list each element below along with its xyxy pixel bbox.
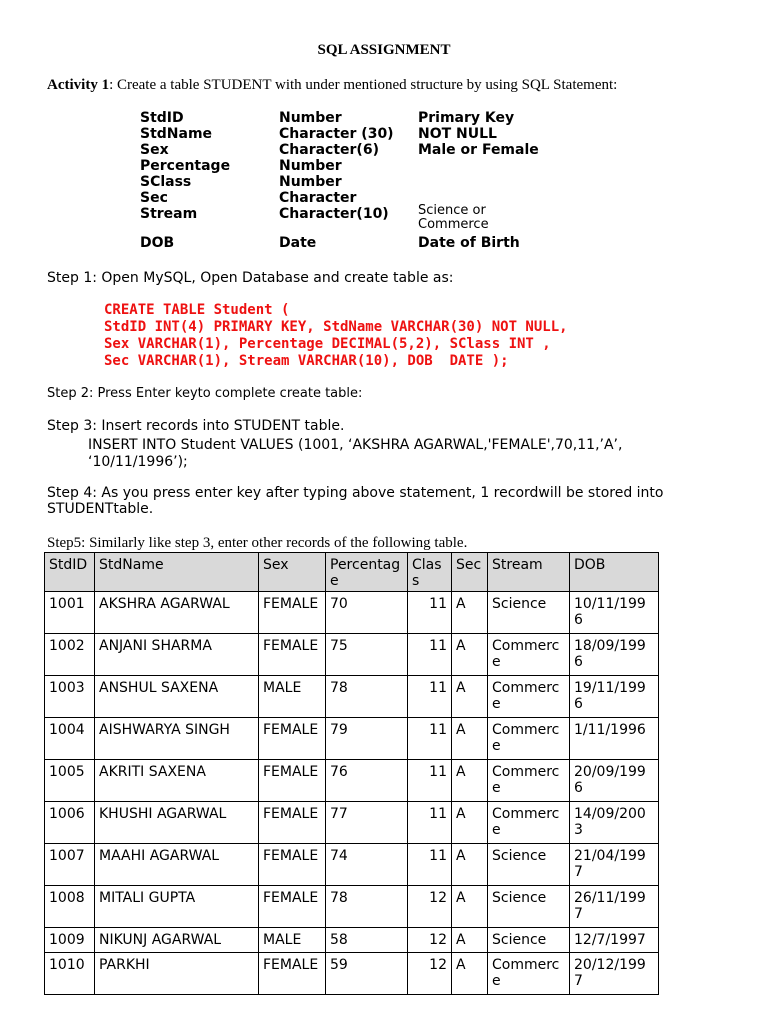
column-header: Sex <box>259 553 326 592</box>
table-cell: NIKUNJ AGARWAL <box>95 928 259 953</box>
structure-type: Number <box>279 174 342 190</box>
table-cell: AISHWARYA SINGH <box>95 718 259 760</box>
table-cell: FEMALE <box>259 718 326 760</box>
table-cell: 1009 <box>45 928 95 953</box>
structure-field: StdName <box>140 126 213 142</box>
table-cell: FEMALE <box>259 634 326 676</box>
table-cell: ANSHUL SAXENA <box>95 676 259 718</box>
table-cell: Commerce <box>488 953 570 995</box>
table-cell: ANJANI SHARMA <box>95 634 259 676</box>
table-cell: Commerce <box>488 634 570 676</box>
table-cell: 74 <box>326 844 408 886</box>
table-cell: 58 <box>326 928 408 953</box>
table-row <box>45 886 659 928</box>
structure-field: Sec <box>140 190 168 206</box>
structure-note: Male or Female <box>418 142 539 158</box>
table-cell: A <box>452 760 488 802</box>
table-cell: 11 <box>408 802 452 844</box>
table-cell: 1003 <box>45 676 95 718</box>
table-cell: Science <box>488 592 570 634</box>
table-header-row <box>45 553 659 592</box>
structure-field: SClass <box>140 174 192 190</box>
sql-line: StdID INT(4) PRIMARY KEY, StdName VARCHAR(30) NOT NULL, <box>104 319 568 335</box>
table-cell: 1/11/1996 <box>570 718 659 760</box>
structure-note: Science or Commerce <box>418 203 489 232</box>
table-row <box>45 760 659 802</box>
activity-label: Activity 1 <box>47 77 110 93</box>
table-cell: 11 <box>408 676 452 718</box>
table-row <box>45 844 659 886</box>
table-cell: 1008 <box>45 886 95 928</box>
table-row <box>45 676 659 718</box>
structure-type: Character(6) <box>279 142 379 158</box>
table-cell: MALE <box>259 928 326 953</box>
column-header: Percentage <box>326 553 408 592</box>
table-cell: 70 <box>326 592 408 634</box>
table-cell: 1004 <box>45 718 95 760</box>
table-cell: FEMALE <box>259 886 326 928</box>
table-cell: 10/11/1996 <box>570 592 659 634</box>
table-cell: AKSHRA AGARWAL <box>95 592 259 634</box>
table-cell: 78 <box>326 676 408 718</box>
table-cell: 20/12/1997 <box>570 953 659 995</box>
student-records-table <box>44 552 659 995</box>
column-header: StdID <box>45 553 95 592</box>
table-cell: Commerce <box>488 676 570 718</box>
column-header: DOB <box>570 553 659 592</box>
table-cell: Commerce <box>488 760 570 802</box>
table-cell: 20/09/1996 <box>570 760 659 802</box>
table-row <box>45 592 659 634</box>
table-cell: 12 <box>408 928 452 953</box>
table-cell: A <box>452 718 488 760</box>
table-cell: MITALI GUPTA <box>95 886 259 928</box>
table-cell: 1007 <box>45 844 95 886</box>
table-cell: 1001 <box>45 592 95 634</box>
table-cell: Commerce <box>488 718 570 760</box>
structure-type: Character (30) <box>279 126 394 142</box>
table-row <box>45 634 659 676</box>
table-cell: 1005 <box>45 760 95 802</box>
sql-create-statement <box>104 302 568 370</box>
step-4: Step 4: As you press enter key after typing above statement, 1 recordwill be stored into STUDENTtable. <box>47 485 664 517</box>
structure-field: Sex <box>140 142 169 158</box>
structure-field: StdID <box>140 110 184 126</box>
table-cell: 77 <box>326 802 408 844</box>
table-row <box>45 802 659 844</box>
table-cell: A <box>452 886 488 928</box>
table-cell: 11 <box>408 760 452 802</box>
table-cell: 78 <box>326 886 408 928</box>
structure-field: Stream <box>140 206 198 222</box>
table-cell: 1010 <box>45 953 95 995</box>
table-row <box>45 953 659 995</box>
table-cell: 14/09/2003 <box>570 802 659 844</box>
table-cell: FEMALE <box>259 760 326 802</box>
table-cell: A <box>452 592 488 634</box>
table-cell: FEMALE <box>259 592 326 634</box>
sql-line: CREATE TABLE Student ( <box>104 302 290 318</box>
step-3: Step 3: Insert records into STUDENT table. <box>47 418 345 434</box>
table-cell: 11 <box>408 718 452 760</box>
table-cell: 21/04/1997 <box>570 844 659 886</box>
table-cell: PARKHI <box>95 953 259 995</box>
table-cell: 18/09/1996 <box>570 634 659 676</box>
table-cell: 1006 <box>45 802 95 844</box>
table-cell: FEMALE <box>259 953 326 995</box>
table-row <box>45 928 659 953</box>
structure-type: Number <box>279 158 342 174</box>
table-cell: 11 <box>408 592 452 634</box>
structure-field: Percentage <box>140 158 231 174</box>
structure-type: Number <box>279 110 342 126</box>
table-cell: Science <box>488 844 570 886</box>
activity-instruction <box>47 77 647 93</box>
table-cell: A <box>452 802 488 844</box>
structure-note: Primary Key <box>418 110 515 126</box>
sql-line: Sec VARCHAR(1), Stream VARCHAR(10), DOB DATE ); <box>104 353 509 369</box>
table-cell: A <box>452 634 488 676</box>
column-header: Sec <box>452 553 488 592</box>
table-cell: 12 <box>408 886 452 928</box>
sql-line: Sex VARCHAR(1), Percentage DECIMAL(5,2), SClass INT , <box>104 336 551 352</box>
step-5: Step5: Similarly like step 3, enter other records of the following table. <box>47 535 468 551</box>
table-cell: A <box>452 953 488 995</box>
table-cell: 12 <box>408 953 452 995</box>
column-header: Stream <box>488 553 570 592</box>
table-cell: 11 <box>408 634 452 676</box>
structure-type: Character(10) <box>279 206 389 222</box>
page-title: SQL ASSIGNMENT <box>317 42 451 58</box>
table-cell: A <box>452 844 488 886</box>
table-cell: MALE <box>259 676 326 718</box>
column-header: Class <box>408 553 452 592</box>
table-cell: A <box>452 676 488 718</box>
step-1: Step 1: Open MySQL, Open Database and create table as: <box>47 270 454 286</box>
structure-type: Date <box>279 235 317 251</box>
activity-text: : Create a table STUDENT with under mentioned structure by using SQL Statement: <box>109 77 618 93</box>
column-header: StdName <box>95 553 259 592</box>
structure-note: NOT NULL <box>418 126 497 142</box>
table-cell: 76 <box>326 760 408 802</box>
table-cell: MAAHI AGARWAL <box>95 844 259 886</box>
table-cell: 12/7/1997 <box>570 928 659 953</box>
table-cell: 1002 <box>45 634 95 676</box>
step-2: Step 2: Press Enter keyto complete create table: <box>47 386 363 401</box>
structure-type: Character <box>279 190 357 206</box>
table-cell: FEMALE <box>259 802 326 844</box>
table-cell: AKRITI SAXENA <box>95 760 259 802</box>
table-cell: 11 <box>408 844 452 886</box>
table-cell: A <box>452 928 488 953</box>
table-cell: 79 <box>326 718 408 760</box>
structure-note: Date of Birth <box>418 235 520 251</box>
table-cell: FEMALE <box>259 844 326 886</box>
insert-statement: INSERT INTO Student VALUES (1001, ‘AKSHRA AGARWAL,'FEMALE',70,11,’A’, ‘10/11/1996’); <box>88 437 623 470</box>
table-row <box>45 718 659 760</box>
table-cell: Commerce <box>488 802 570 844</box>
table-cell: Science <box>488 928 570 953</box>
table-cell: Science <box>488 886 570 928</box>
table-cell: 19/11/1996 <box>570 676 659 718</box>
structure-field: DOB <box>140 235 175 251</box>
table-cell: 59 <box>326 953 408 995</box>
table-cell: KHUSHI AGARWAL <box>95 802 259 844</box>
table-cell: 75 <box>326 634 408 676</box>
table-cell: 26/11/1997 <box>570 886 659 928</box>
